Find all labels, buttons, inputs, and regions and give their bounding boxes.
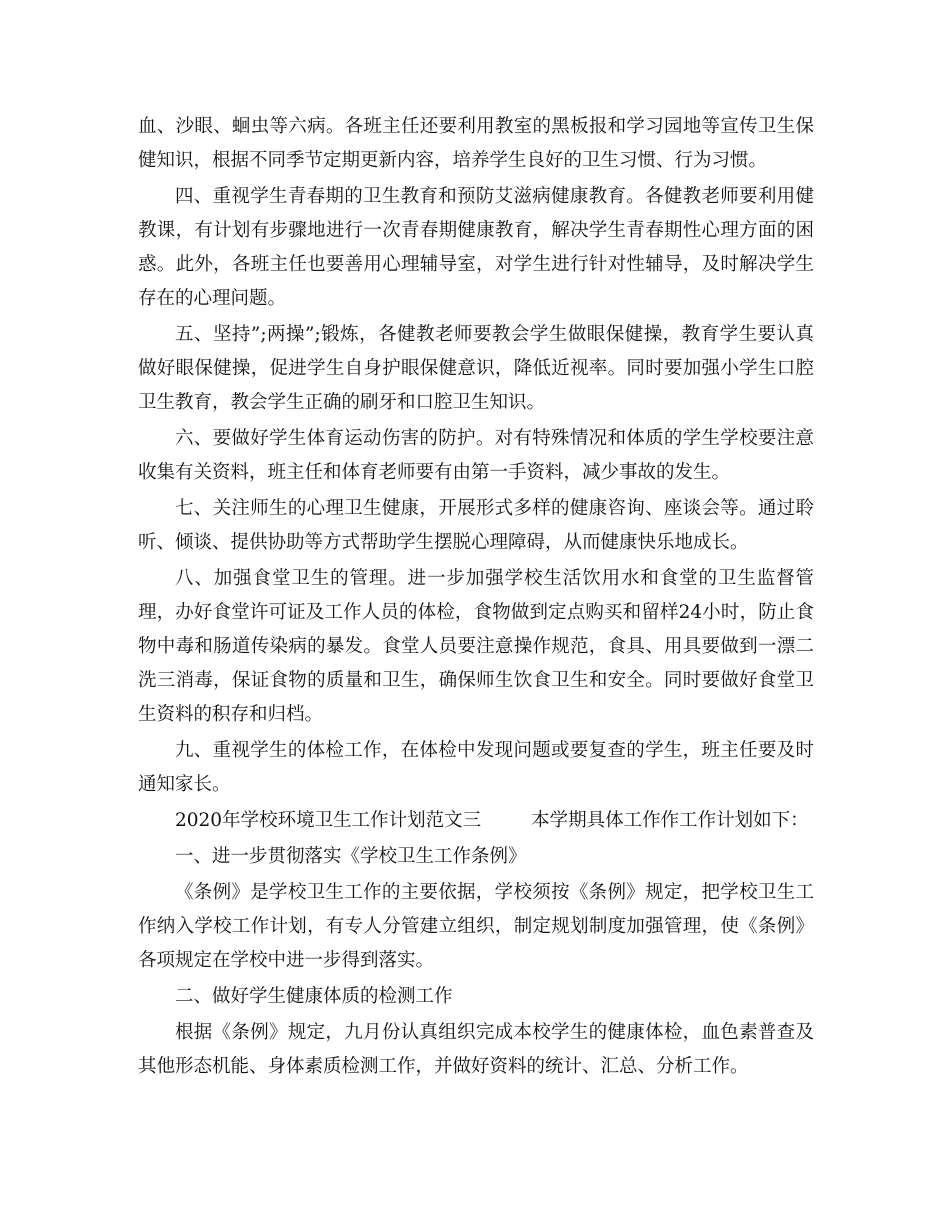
paragraph-hygiene-knowledge: 血、沙眼、蛔虫等六病。各班主任还要利用教室的黑板报和学习园地等宣传卫生保健知识，根据不同季节定期更新内容，培养学生良好的卫生习惯、行为习惯。 [138,116,814,171]
paragraph-regulations: 《条例》是学校卫生工作的主要依据，学校须按《条例》规定，把学校卫生工作纳入学校工作计划，有专人分管建立组织，制定规划制度加强管理，使《条例》各项规定在学校中进一步得到落实。 [138,882,814,971]
document-page [138,110,814,1086]
section-intro: 本学期具体工作作工作计划如下： [531,810,809,831]
paragraph-item-eight: 八、加强食堂卫生的管理。进一步加强学校生活饮用水和食堂的卫生监督管理，办好食堂许可证及工作人员的体检，食物做到定点购买和留样24小时，防止食物中毒和肠道传染病的暴发。食堂人员要注意操作规范，食具、用具要做到一漂二洗三消毒，保证食物的质量和卫生，确保师生饮食卫生和安全。同时要做好食堂卫生资料的积存和归档。 [138,568,814,725]
paragraph-health-check: 根据《条例》规定，九月份认真组织完成本校学生的健康体检，血色素普查及其他形态机能、身体素质检测工作，并做好资料的统计、汇总、分析工作。 [138,1022,814,1077]
paragraph-item-nine: 九、重视学生的体检工作，在体检中发现问题或要复查的学生，班主任要及时通知家长。 [138,740,814,795]
section-heading-line [138,804,814,838]
paragraph-item-six: 六、要做好学生体育运动伤害的防护。对有特殊情况和体质的学生学校要注意收集有关资料，班主任和体育老师要有由第一手资料，减少事故的发生。 [138,428,814,483]
paragraph-item-four: 四、重视学生青春期的卫生教育和预防艾滋病健康教育。各健教老师要利用健教课，有计划有步骤地进行一次青春期健康教育，解决学生青春期性心理方面的困惑。此外，各班主任也要善用心理辅导室，对学生进行针对性辅导，及时解决学生存在的心理问题。 [138,186,814,309]
subheading-regulations: 一、进一步贯彻落实《学校卫生工作条例》 [175,846,527,867]
paragraph-item-five: 五、坚持”;两操”;锻炼，各健教老师要教会学生做眼保健操，教育学生要认真做好眼保健操，促进学生自身护眼保健意识，降低近视率。同时要加强小学生口腔卫生教育，教会学生正确的刷牙和口腔卫生知识。 [138,324,814,413]
subheading-health-check: 二、做好学生健康体质的检测工作 [175,986,453,1007]
section-title: 2020年学校环境卫生工作计划范文三 [175,810,482,831]
paragraph-item-seven: 七、关注师生的心理卫生健康，开展形式多样的健康咨询、座谈会等。通过聆听、倾谈、提供协助等方式帮助学生摆脱心理障碍，从而健康快乐地成长。 [138,498,814,553]
